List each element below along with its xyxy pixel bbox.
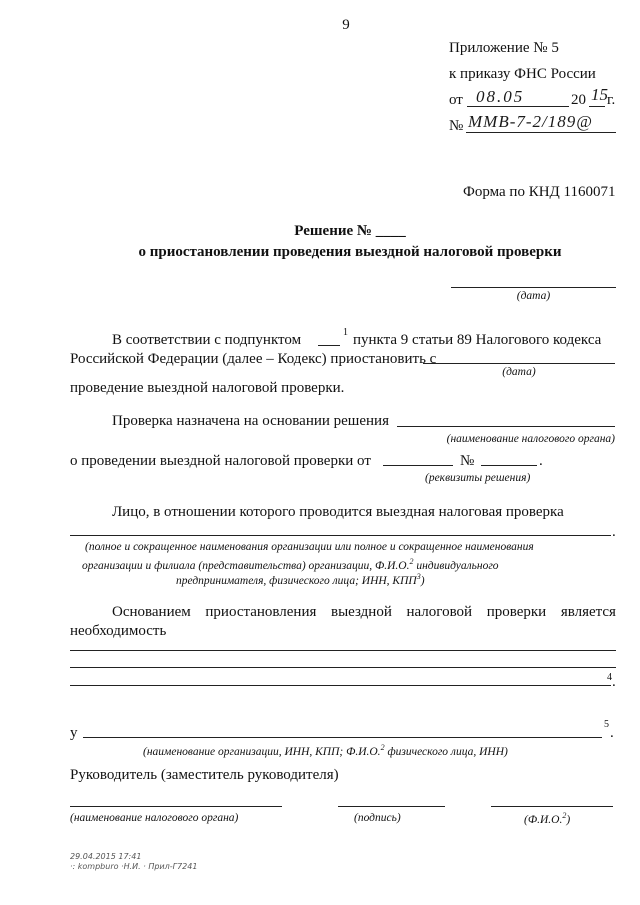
para4-line2: необходимость [70,623,167,639]
footer-file-path: ·: kompburo ·Н.И. · Прил-Г7241 [70,862,198,871]
authority-name-caption: (наименование налогового органа) [70,812,239,824]
footnote-mark-5: 5 [604,719,609,730]
holder-line-period: . [610,725,614,741]
order-reference: к приказу ФНС России [449,66,596,82]
authority-name-line [70,806,282,807]
handwritten-order-number: ММВ-7-2/189@ [468,112,593,131]
subparagraph-line [318,345,340,346]
para1-text-start: В соответствии с подпунктом [112,332,302,348]
page-number: 9 [342,17,350,33]
fio-line [491,806,613,807]
footer-timestamp: 29.04.2015 17:41 [70,852,142,861]
para1-line3: проведение выездной налоговой проверки. [70,380,345,396]
order-date-line [467,106,569,107]
decision-subtitle: о приостановлении проведения выездной налоговой проверки [138,244,562,260]
decision-date-caption: (дата) [516,290,551,302]
head-of-authority-label: Руководитель (заместитель руководителя) [70,767,339,783]
para4-word: является [560,604,616,620]
decision-title: Решение № ____ [294,223,406,239]
para4-word: налоговой [406,604,473,620]
fio-caption: (Ф.И.О.$^2$) [524,811,571,826]
para1-line2: Российской Федерации (далее – Кодекс) приостановить с [70,351,437,367]
holder-caption: (наименование организации, ИНН, КПП; Ф.И.О.$^2$ физического лица, ИНН) [143,743,508,758]
tax-authority-line [397,426,615,427]
taxpayer-caption-line3: предпринимателя, физического лица; ИНН, КПП$^3$) [176,572,425,587]
tax-authority-caption: (наименование налогового органа) [446,433,615,445]
para3-text: Лицо, в отношении которого проводится выездная налоговая проверка [112,504,564,520]
taxpayer-caption-line2: организации и филиала (представительства) организации, Ф.И.О.$^2$ индивидуального [82,557,499,572]
appendix-label: Приложение № 5 [449,40,559,56]
para1-text-end: пункта 9 статьи 89 Налогового кодекса [353,332,602,348]
holder-prefix: у [70,725,78,741]
suspend-date-line [423,363,615,364]
holder-line [83,737,602,738]
para4-word: проверки [486,604,547,620]
footnote-mark-4: 4 [607,672,612,683]
order-year-prefix: 20 [571,92,586,108]
order-year-line [589,106,605,107]
order-number-prefix: № [449,118,464,134]
footnote-mark-1: 1 [343,327,348,338]
para4-word: приостановления [205,604,317,620]
reason-line-2 [70,667,616,668]
reason-line-3 [70,685,611,686]
signature-line [338,806,445,807]
para2-line2: о проведении выездной налоговой проверки от [70,453,371,469]
taxpayer-caption-line1: (полное и сокращенное наименования организации или полное и сокращенное наименования [85,541,534,553]
para2-period: . [539,453,543,469]
para4-line1 [112,603,616,621]
handwritten-order-year: 15 [591,85,608,104]
decision-ref-number-line [481,465,537,466]
reason-line-1 [70,650,616,651]
para4-word: Основанием [112,604,191,620]
signature-caption: (подпись) [354,812,401,824]
decision-ref-number-sign: № [460,453,475,469]
reason-line-period: . [612,674,616,690]
para4-word: выездной [331,604,392,620]
order-number-line [466,132,616,133]
handwritten-order-date: 08.05 [476,87,525,106]
taxpayer-line [70,535,611,536]
order-date-prefix: от [449,92,463,108]
decision-ref-date-line [383,465,453,466]
para2-text: Проверка назначена на основании решения [112,413,389,429]
order-year-suffix: г. [607,92,616,108]
decision-ref-caption: (реквизиты решения) [425,472,531,484]
taxpayer-line-period: . [612,524,616,540]
suspend-date-caption: (дата) [502,366,536,378]
decision-date-line [451,287,616,288]
form-code: Форма по КНД 1160071 [463,184,616,200]
